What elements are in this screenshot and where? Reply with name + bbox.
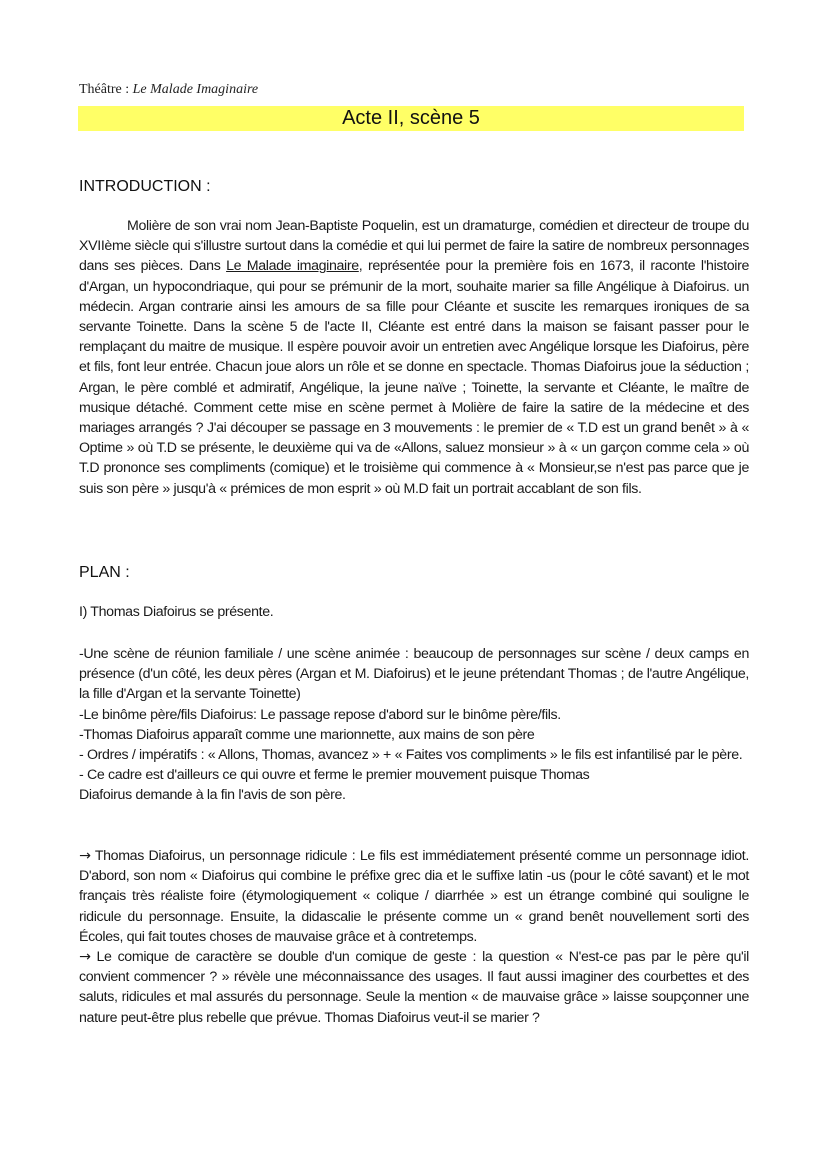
introduction-paragraph: [79, 216, 749, 499]
work-title-underlined: Le Malade imaginaire: [226, 258, 359, 275]
introduction-body: [79, 216, 749, 499]
frame-note-line: Diafoirus demande à la fin l'avis de son père.: [79, 787, 346, 804]
intro-text-part-1: Molière de son vrai nom Jean-Baptiste Poquelin, est un dramaturge, comédien et directeur de troupe du XVIIème siècle qui s'illustre surtout dans la comédie et qui lui permet de faire la satire de nombreux personnages dans ses pièces. Dans: [79, 218, 749, 275]
document-header: [79, 82, 258, 98]
plan-bullet: -Thomas Diafoirus apparaît comme une marionnette, aux mains de son père: [79, 726, 535, 743]
plan-bullets: [79, 644, 749, 806]
arrow-point: [79, 947, 749, 1028]
introduction-heading: INTRODUCTION :: [79, 178, 211, 195]
plan-frame-note: [79, 765, 749, 805]
part-one-title: [79, 602, 749, 622]
right-arrow-icon: →: [79, 848, 91, 864]
arrow-point: [79, 846, 749, 947]
plan-heading: PLAN :: [79, 564, 130, 581]
part-one-title-text: I) Thomas Diafoirus se présente.: [79, 604, 274, 620]
arrow-point-text: Le comique de caractère se double d'un comique de geste : la question « N'est-ce pas par le père qu'il convient commencer ? » révèle une méconnaissance des usages. Il faut aussi imaginer des courbettes et des saluts, ridicules et mal assurés du personnage. Seule la mention « de mauvaise grâce » laisse soupçonner une nature peut-être plus rebelle que prévue. Thomas Diafoirus veut-il se marier ?: [79, 949, 749, 1026]
arrow-point-text: Thomas Diafoirus, un personnage ridicule : Le fils est immédiatement présenté comme un personnage idiot. D'abord, son nom « Diafoirus qui combine le préfixe grec dia et le suffixe latin -us (pour le côté savant) et le mot français très réaliste foire (étymologiquement « colique / diarrhée » est un étrange combiné qui souligne le ridicule du personnage. Ensuite, la didascalie le présente comme un « grand benêt nouvellement sorti des Écoles, qui fait toutes choses de mauvaise grâce et à contretemps.: [79, 848, 749, 945]
scene-title-banner: Acte II, scène 5: [78, 106, 744, 131]
genre-label: Théâtre :: [79, 82, 133, 97]
frame-note-line: - Ce cadre est d'ailleurs ce qui ouvre et ferme le premier mouvement puisque Thomas: [79, 767, 590, 784]
intro-text-part-2: , représentée pour la première fois en 1673, il raconte l'histoire d'Argan, un hypocondriaque, qui pour se prémunir de la mort, souhaite marier sa fille Angélique à Diafoirus. un médecin. Argan contrarie ainsi les amours de sa fille pour Cléante et suscite les remarques ironiques de sa servante Toinette. Dans la scène 5 de l'acte II, Cléante est entré dans la maison se faisant passer pour le remplaçant du maitre de musique. Il espère pouvoir avoir un entretien avec Angélique lorsque les Diafoirus, père et fils, font leur entrée. Chacun joue alors un rôle et se donne en spectacle. Thomas Diafoirus joue la séduction ; Argan, le père comblé et admiratif, Angélique, la jeune naïve ; Toinette, la servante et Cléante, le maître de musique détaché. Comment cette mise en scène permet à Molière de faire la satire de la médecine et des mariages arrangés ? J'ai découper se passage en 3 mouvements : le premier de « T.D est un grand benêt » à « Optime » où T.D se présente, le deuxième qui va de «Allons, saluez monsieur » à « un garçon comme cela » où T.D prononce ses compliments (comique) et le troisième qui commence à « Monsieur,se n'est pas parce que je suis son père » jusqu'à « prémices de mon esprit » où M.D fait un portrait accablant de son fils.: [79, 258, 749, 497]
plan-bullet: -Une scène de réunion familiale / une scène animée : beaucoup de personnages sur scène / deux camps en présence (d'un côté, les deux pères (Argan et M. Diafoirus) et le jeune prétendant Thomas ; de l'autre Angélique, la fille d'Argan et la servante Toinette): [79, 646, 749, 703]
right-arrow-icon: →: [79, 949, 91, 966]
plan-bullet: - Ordres / impératifs : « Allons, Thomas, avancez » + « Faites vos compliments » le fils est infantilisé par le père.: [79, 747, 743, 764]
work-title: Le Malade Imaginaire: [132, 82, 259, 97]
plan-bullet: -Le binôme père/fils Diafoirus: Le passage repose d'abord sur le binôme père/fils.: [79, 706, 561, 723]
plan-arrow-points: [79, 846, 749, 1028]
